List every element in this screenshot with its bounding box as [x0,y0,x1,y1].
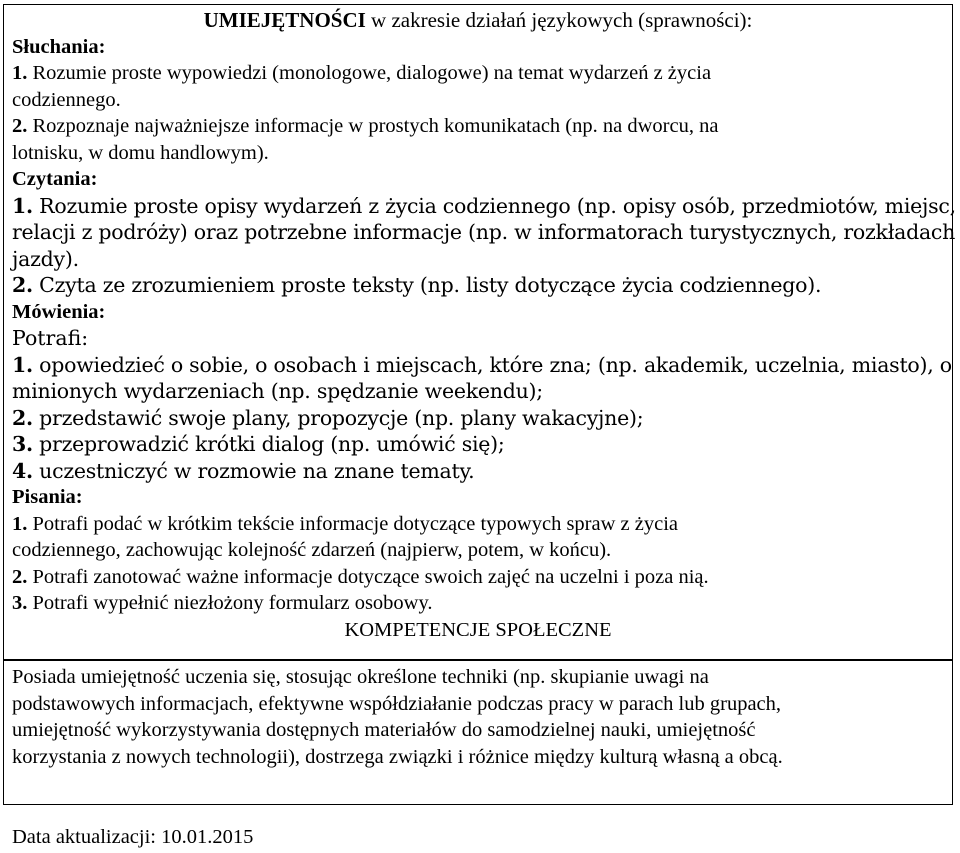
skills-title-rest: w zakresie działań językowych (sprawności): [365,8,753,32]
speaking-item-4-text-1: uczestniczyć w rozmowie na znane tematy. [32,458,475,483]
listening-item-2-text-1: Rozpoznaje najważniejsze informacje w prostych komunikatach (np. na dworcu, na [27,115,719,137]
competences-line-2: podstawowych informacjach, efektywne współdziałanie podczas pracy w parach lub grupach, [12,692,782,715]
speaking-item-1-line-2: minionych wydarzeniach (np. spędzanie weekendu); [12,379,543,403]
skills-title [12,7,944,34]
listening-heading: Słuchania: [12,35,106,58]
speaking-item-4-line-1 [12,458,944,485]
skills-title-bold: UMIEJĘTNOŚCI [203,8,366,32]
speaking-item-2-line-1 [12,405,944,432]
speaking-item-4-number: 4. [12,458,33,483]
reading-heading: Czytania: [12,168,98,190]
writing-item-3-number: 3. [12,592,28,614]
writing-item-2-text-1: Potrafi zanotować ważne informacje dotyczące swoich zajęć na uczelni i poza nią. [27,565,709,588]
competences-line-3: umiejętność wykorzystywania dostępnych materiałów do samodzielnej nauki, umiejętność [12,719,756,741]
writing-item-1-line-2: codziennego, zachowując kolejność zdarzeń (najpierw, potem, w końcu). [12,539,612,561]
update-date: Data aktualizacji: 10.01.2015 [12,826,254,848]
competences-line-4: korzystania z nowych technologii), dostrzega związki i różnice między kulturą własną a obcą. [12,745,783,768]
writing-item-1-number: 1. [12,512,28,535]
speaking-item-3-text-1: przeprowadzić krótki dialog (np. umówić się); [32,432,505,456]
speaking-item-2-text-1: przedstawić swoje plany, propozycje (np. plany wakacyjne); [32,405,644,430]
writing-item-1-line-1 [12,511,944,538]
writing-item-2-line-1 [12,564,944,591]
writing-item-1-text-1: Potrafi podać w krótkim tekście informacje dotyczące typowych spraw z życia [27,512,678,535]
writing-item-3-line-1 [12,590,944,617]
listening-item-1-text-1: Rozumie proste wypowiedzi (monologowe, dialogowe) na temat wydarzeń z życia [27,62,712,84]
listening-item-1-line-2: codziennego. [12,88,121,111]
competences-section [3,660,953,805]
writing-heading: Pisania: [12,486,83,508]
speaking-item-1-line-1 [12,352,952,379]
speaking-heading: Mówienia: [12,300,106,323]
writing-item-3-text-1: Potrafi wypełnić niezłożony formularz osobowy. [27,592,433,614]
speaking-item-2-number: 2. [12,405,33,430]
speaking-item-1-text-1: opowiedzieć o sobie, o osobach i miejscach, które zna; (np. akademik, uczelnia, miasto), o [32,352,952,377]
reading-item-1-text-1: Rozumie proste opisy wydarzeń z życia codziennego (np. opisy osób, przedmiotów, miejsc, [32,193,956,218]
skills-section [3,4,956,660]
reading-item-2-number: 2. [12,273,33,297]
listening-item-2-line-1 [12,113,944,140]
listening-item-1-number: 1. [12,62,28,84]
reading-item-1-line-3: jazdy). [12,246,79,271]
speaking-item-3-line-1 [12,431,944,458]
speaking-item-1-number: 1. [12,352,33,377]
reading-item-1-line-1 [12,193,956,220]
listening-item-2-line-2: lotnisku, w domu handlowym). [12,141,269,164]
reading-item-2-line-1 [12,272,944,299]
listening-item-2-number: 2. [12,115,28,137]
reading-item-1-number: 1. [12,193,33,218]
competences-line-1: Posiada umiejętność uczenia się, stosując określone techniki (np. skupianie uwagi na [12,666,709,688]
speaking-item-3-number: 3. [12,432,33,456]
reading-item-2-text-1: Czyta ze zrozumieniem proste teksty (np. listy dotyczące życia codziennego). [32,273,822,297]
reading-item-1-line-2: relacji z podróży) oraz potrzebne informacje (np. w informatorach turystycznych, rozkładach [12,220,956,244]
speaking-intro: Potrafi: [12,326,89,350]
listening-item-1-line-1 [12,60,944,87]
writing-item-2-number: 2. [12,565,28,588]
competences-title: KOMPETENCJE SPOŁECZNE [344,618,612,641]
